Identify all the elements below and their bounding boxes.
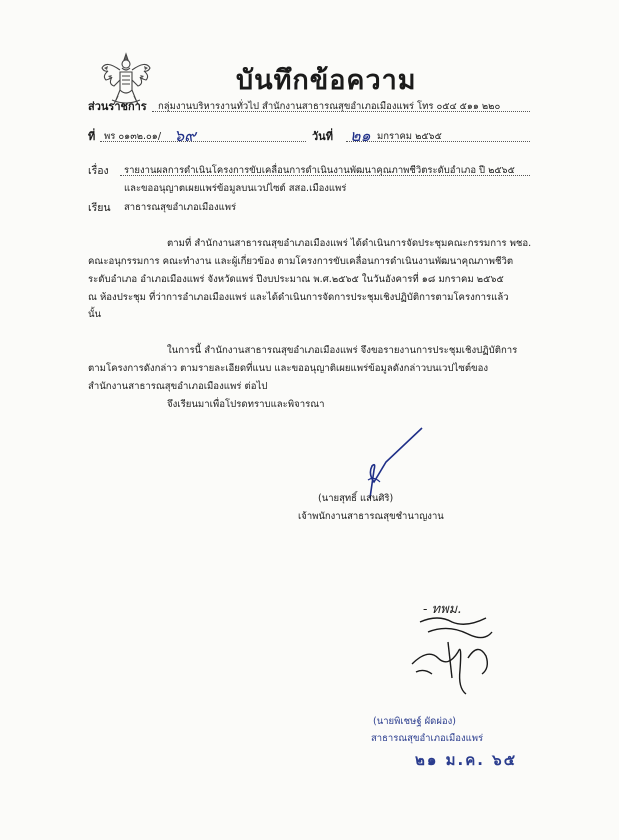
signatory-position: เจ้าพนักงานสาธารณสุขชำนาญงาน	[298, 511, 444, 522]
p1-line-4: ณ ห้องประชุม ที่ว่าการอำเภอเมืองแพร่ และได้ดำเนินการจัดการประชุมเชิงปฏิบัติการตามโครงการแล้ว	[88, 292, 509, 303]
signatory-name: (นายสุทธิ์ แสนศิริ)	[318, 493, 394, 504]
officer-signature	[352, 422, 432, 502]
date-label: วันที่	[312, 130, 333, 143]
to-label: เรียน	[88, 202, 111, 214]
p2-line-1: ในการนี้ สำนักงานสาธารณสุขอำเภอเมืองแพร่ จึงขอรายงานการประชุมเชิงปฏิบัติการ	[167, 345, 518, 356]
subject-label: เรื่อง	[88, 165, 109, 177]
doc-no-handwritten: ๖๙	[174, 126, 196, 145]
subject-line-1: รายงานผลการดำเนินโครงการขับเคลื่อนการดำเนินงานพัฒนาคุณภาพชีวิตระดับอำเภอ ปี ๒๕๖๕	[124, 165, 515, 176]
p2-line-2: ตามโครงการดังกล่าว ตามรายละเอียดที่แนบ และขออนุญาติเผยแพร่ข้อมูลดังกล่าวบนเวปไซต์ของ	[88, 363, 489, 374]
p1-line-1: ตามที่ สำนักงานสาธารณสุขอำเภอเมืองแพร่ ได้ดำเนินการจัดประชุมคณะกรรมการ พชอ.	[167, 238, 532, 249]
approval-note: - ทพม.	[423, 602, 462, 617]
doc-no-value: พร ๐๑๓๒.๐๑/	[104, 131, 162, 142]
date-day-handwritten: ๒๑	[350, 126, 371, 145]
p2-line-3: สำนักงานสาธารณสุขอำเภอเมืองแพร่ ต่อไป	[88, 381, 268, 392]
stamp-position: สาธารณสุขอำเภอเมืองแพร่	[371, 733, 484, 744]
to-value: สาธารณสุขอำเภอเมืองแพร่	[124, 202, 237, 213]
closing-text: จึงเรียนมาเพื่อโปรดทราบและพิจารณา	[167, 399, 325, 410]
p1-line-3: ระดับอำเภอ อำเภอเมืองแพร่ จังหวัดแพร่ ปีงบประมาณ พ.ศ.๒๕๖๕ ในวันอังคารที่ ๑๘ มกราคม ๒๕๖๕	[88, 274, 504, 285]
approver-signature	[408, 612, 518, 698]
p1-line-2: คณะอนุกรรมการ คณะทำงาน และผู้เกี่ยวข้อง ตามโครงการขับเคลื่อนการดำเนินงานพัฒนาคุณภาพชีวิต	[88, 256, 514, 267]
page-title: บันทึกข้อความ	[236, 65, 417, 96]
stamp-date: ๒๑ ม.ค. ๖๕	[415, 751, 518, 769]
dept-label: ส่วนราชการ	[88, 100, 147, 113]
dept-value: กลุ่มงานบริหารงานทั่วไป สำนักงานสาธารณสุขอำเภอเมืองแพร่ โทร ๐๕๔ ๕๑๑ ๒๒๐	[158, 101, 501, 112]
doc-no-label: ที่	[88, 130, 96, 143]
subject-line-2: และขออนุญาตเผยแพร่ข้อมูลบนเวปไซต์ สสอ.เมืองแพร่	[124, 183, 347, 194]
stamp-name: (นายพิเชษฐ์ ผัดผ่อง)	[373, 716, 456, 727]
date-value: มกราคม ๒๕๖๕	[377, 131, 442, 142]
p1-line-5: นั้น	[88, 309, 102, 320]
